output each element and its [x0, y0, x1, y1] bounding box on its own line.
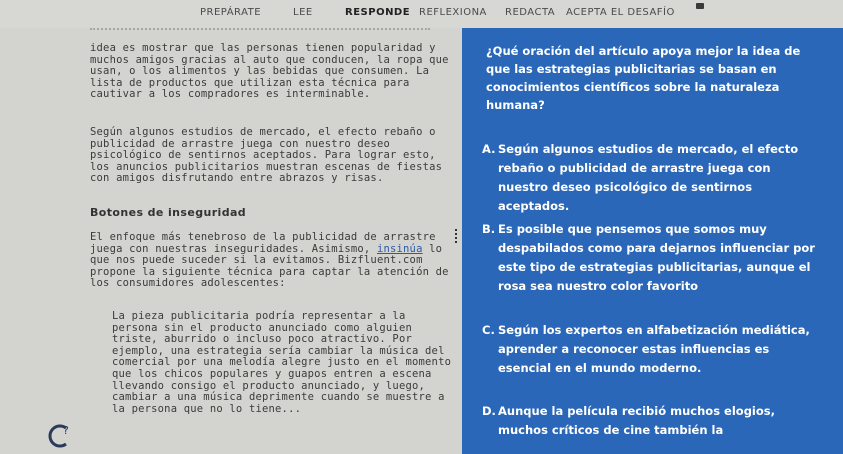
nav-tab-acepta-desafio[interactable]: ACEPTA EL DESAFÍO	[566, 7, 675, 18]
question-panel	[462, 28, 843, 454]
option-text: Según algunos estudios de mercado, el efecto rebaño o publicidad de arrastre juega con nuestro deseo psicológico de sentirnos aceptados.	[498, 142, 799, 213]
option-text: Es posible que pensemos que somos muy despabilados como para dejarnos influenciar por este tipo de estrategias publicitarias, aunque el rosa sea nuestro color favorito	[498, 222, 815, 293]
paragraph-3-text-a: El enfoque más tenebroso de la publicidad de arrastre juega con nuestras inseguridades. Asimismo,	[90, 231, 436, 255]
option-letter: D.	[482, 404, 496, 418]
nav-tab-redacta[interactable]: REDACTA	[505, 7, 556, 18]
paragraph-3-text-b: lo que nos puede suceder si la evitamos. Bizfluent.com propone la siguiente técnica para captar la atención de los consumidores adolescentes:	[90, 242, 449, 290]
option-text: Según los expertos en alfabetización mediática, aprender a reconocer estas influencias es esencial en el mundo moderno.	[498, 323, 810, 375]
question-prompt: ¿Qué oración del artículo apoya mejor la idea de que las estrategias publicitarias se basan en conocimientos científicos sobre la naturaleza humana?	[486, 44, 801, 112]
answer-option-c[interactable]	[482, 321, 818, 378]
top-nav	[0, 0, 843, 28]
option-letter: B.	[482, 222, 496, 236]
option-letter: C.	[482, 323, 495, 337]
chat-bubble-icon[interactable]	[44, 420, 74, 450]
answer-option-b[interactable]	[482, 220, 818, 296]
nav-indicator	[696, 3, 704, 9]
nav-tab-reflexiona[interactable]: REFLEXIONA	[419, 7, 487, 18]
paragraph-1: idea es mostrar que las personas tienen popularidad y muchos amigos gracias al auto que conducen, la ropa que usan, o los alimentos y las bebidas que consumen. La lista de productos que utilizan esta técnica para cautivar a los compradores es interminable.	[90, 42, 449, 101]
answer-option-d[interactable]	[482, 402, 818, 440]
option-text: Aunque la película recibió muchos elogios, muchos críticos de cine también la	[498, 404, 775, 437]
paragraph-4: La pieza publicitaria podría representar a la persona sin el producto anunciado como alguien triste, aburrido o incluso poco atractivo. Por ejemplo, una estrategia sería cambiar la música del comercial por una melodía alegre justo en el momento que los chicos populares y guapos entren a escena llevando consigo el producto anunciado, y luego, cambiar a una música deprimente cuando se muestre a la persona que no lo tiene...	[112, 310, 452, 415]
nav-tab-preparate[interactable]: PREPÁRATE	[200, 7, 262, 18]
section-heading: Botones de inseguridad	[90, 206, 247, 219]
answer-option-a[interactable]	[482, 140, 818, 216]
vocabulary-link-insinua[interactable]: insinúa	[376, 242, 423, 255]
clipped-text-line	[90, 28, 430, 36]
nav-tab-responde[interactable]: RESPONDE	[345, 7, 411, 18]
option-letter: A.	[482, 142, 496, 156]
svg-text:?: ?	[63, 424, 69, 437]
paragraph-2: Según algunos estudios de mercado, el efecto rebaño o publicidad de arrastre juega con nuestro deseo psicológico de sentirnos aceptados. Para lograr esto, los anuncios publicitarios muestran escenas de fiestas con amigos disfrutando entre abrazos y risas.	[90, 126, 443, 185]
paragraph-3	[90, 232, 450, 290]
nav-tab-lee[interactable]: LEE	[293, 7, 313, 18]
